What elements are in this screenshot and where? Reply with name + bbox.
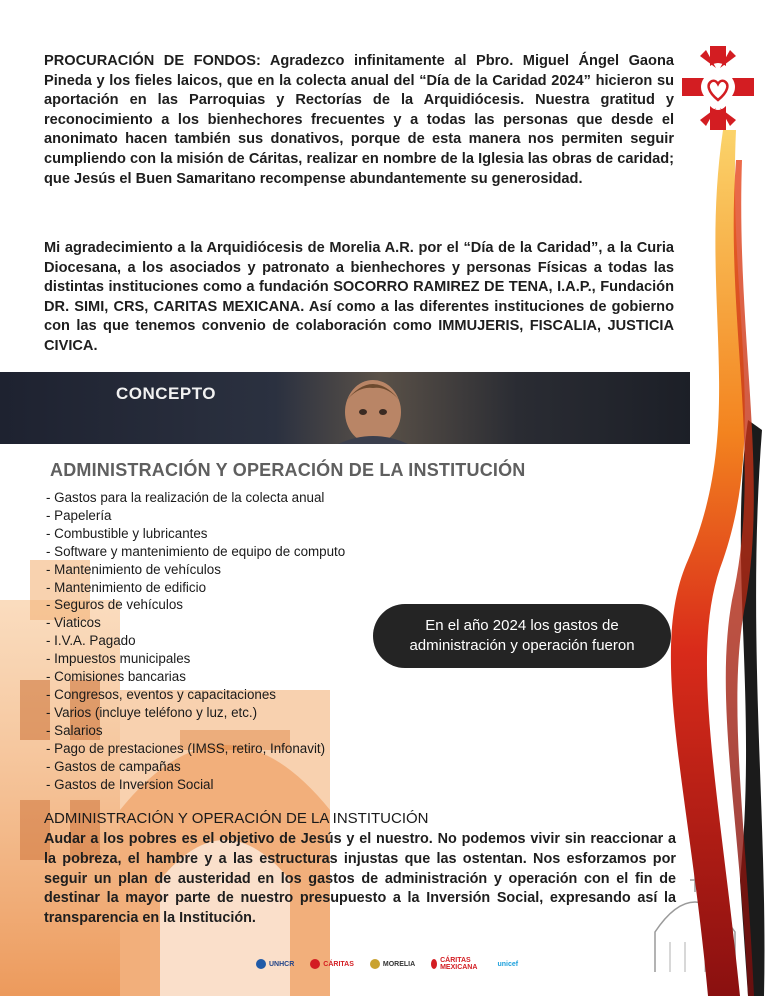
concept-banner — [0, 372, 690, 444]
morelia-logo: MORELIA — [370, 959, 415, 969]
child-photo — [318, 372, 428, 444]
caritas-logo: CÁRITAS — [310, 959, 354, 969]
list-item: - Software y mantenimiento de equipo de computo — [46, 543, 346, 559]
fundraising-paragraph: PROCURACIÓN DE FONDOS: Agradezco infinitamente al Pbro. Miguel Ángel Gaona Pineda y los fieles laicos, que en la colecta anual del “Día de la Caridad 2024” hicieron su aportación en las Parroquias y Rectorías de la Arquidiócesis. Nuestra gratitud y reconocimiento a los bienhechores frecuentes y a todas las personas que desde el anonimato hacen también sus donativos, porque de esta manera nos permiten seguir cumpliendo con la misión de Cáritas, realizar en nombre de la Iglesia las obras de caridad; que Jesús el Buen Samaritano recompense abundantemente su generosidad. — [44, 53, 674, 187]
list-item: - Mantenimiento de vehículos — [46, 561, 221, 577]
list-item: - Mantenimiento de edificio — [46, 579, 207, 595]
list-item: - Varios (incluye teléfono y luz, etc.) — [46, 704, 258, 720]
expenses-summary-pill — [373, 604, 671, 668]
list-item: - I.V.A. Pagado — [46, 633, 136, 649]
list-item: - Gastos para la realización de la colecta anual — [46, 490, 325, 505]
unicef-logo: unicef — [497, 960, 519, 968]
list-item: - Comisiones bancarias — [46, 669, 186, 685]
banner-title: CONCEPTO — [116, 384, 217, 403]
closing-paragraph: Audar a los pobres es el objetivo de Jesús y el nuestro. No podemos vivir sin reaccionar a la pobreza, el hambre y a las estructuras injustas que las ostentan. Nos esforzamos por seguir un plan de austeridad en los gastos de administración y operación con el fin de destinar la mayor parte de nuestro presupuesto a la Inversión Social, expresando así la transparencia en la Institución. — [44, 831, 676, 927]
pill-line-1: En el año 2024 los gastos de — [425, 617, 619, 634]
unhcr-logo: UNHCR — [256, 959, 294, 969]
list-item: - Gastos de campañas — [46, 758, 181, 774]
partner-logos — [256, 952, 519, 976]
list-item: - Gastos de Inversion Social — [46, 776, 214, 792]
list-item: - Pago de prestaciones (IMSS, retiro, Infonavit) — [46, 740, 326, 756]
closing-title: ADMINISTRACIÓN Y OPERACIÓN DE LA INSTITUCIÓN — [44, 810, 429, 827]
pill-line-2: administración y operación fueron — [409, 637, 635, 654]
caritas-cross-heart-icon — [682, 46, 754, 130]
list-item: - Congresos, eventos y capacitaciones — [46, 686, 276, 702]
acknowledgement-paragraph: Mi agradecimiento a la Arquidiócesis de Morelia A.R. por el “Día de la Caridad”, a la Curia Diocesana, a los asociados y patronato a bienhechores y personas Físicas a todas las distintas instituciones como a fundación SOCORRO RAMIREZ DE TENA, I.A.P., Fundación DR. SIMI, CRS, CARITAS MEXICANA. Así como a las diferentes instituciones de gobierno con las que tenemos convenio de colaboración como IMMUJERIS, FISCALIA, JUSTICIA CIVICA. — [44, 240, 674, 354]
expense-list — [46, 489, 345, 793]
list-item: - Seguros de vehículos — [46, 597, 183, 613]
list-item: - Salarios — [46, 722, 103, 738]
caritas-mexicana-logo: CÁRITAS MEXICANA — [431, 957, 481, 971]
list-item: - Combustible y lubricantes — [46, 525, 208, 541]
list-item: - Viaticos — [46, 615, 101, 631]
list-item: - Impuestos municipales — [46, 651, 191, 667]
section-title: ADMINISTRACIÓN Y OPERACIÓN DE LA INSTITUCIÓN — [50, 460, 526, 480]
list-item: - Papelería — [46, 507, 112, 523]
